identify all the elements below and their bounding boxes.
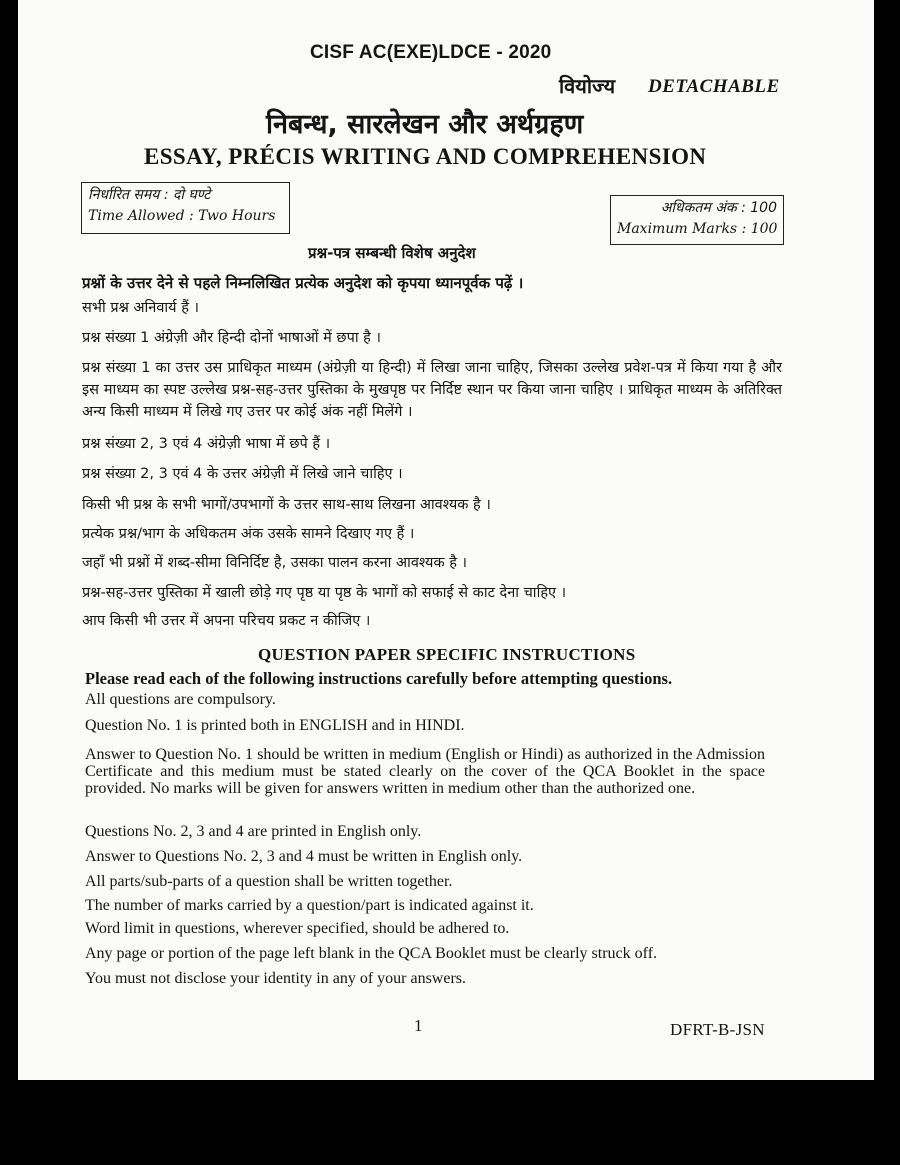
hindi-instruction-item: प्रश्न संख्या 2, 3 एवं 4 अंग्रेज़ी भाषा में छपे हैं । (82, 436, 331, 452)
english-instruction-item: Answer to Questions No. 2, 3 and 4 must be written in English only. (85, 848, 523, 865)
detachable-label: DETACHABLE (648, 76, 780, 97)
hindi-instruction-item: प्रश्न-सह-उत्तर पुस्तिका में खाली छोड़े गए पृष्ठ या पृष्ठ के भागों को सफाई से काट देना चाहिए । (82, 585, 567, 601)
exam-code: CISF AC(EXE)LDCE - 2020 (310, 42, 552, 63)
english-instruction-item: Word limit in questions, wherever specified, should be adhered to. (85, 920, 510, 937)
maximum-marks-box (610, 195, 784, 245)
time-allowed-english: Time Allowed : Two Hours (88, 208, 276, 224)
hindi-instruction-item: प्रत्येक प्रश्न/भाग के अधिकतम अंक उसके सामने दिखाए गए हैं । (82, 526, 415, 542)
maximum-marks-hindi: अधिकतम अंक : 100 (660, 200, 777, 216)
english-instruction-item: Any page or portion of the page left blank in the QCA Booklet must be clearly struck off. (85, 945, 658, 962)
time-allowed-box (81, 182, 290, 234)
english-instructions-lead: Please read each of the following instructions carefully before attempting questions. (85, 669, 673, 688)
english-instruction-item: Questions No. 2, 3 and 4 are printed in English only. (85, 823, 422, 840)
hindi-instruction-item: किसी भी प्रश्न के सभी भागों/उपभागों के उत्तर साथ-साथ लिखना आवश्यक है । (82, 497, 491, 513)
english-instruction-paragraph: Answer to Question No. 1 should be written in medium (English or Hindi) as authorized in the Admission Certificate and this medium must be stated clearly on the cover of the QCA Booklet in the space provided. No marks will be given for answers written in medium other than the authorized one. (85, 746, 765, 797)
hindi-instruction-item: प्रश्न संख्या 2, 3 एवं 4 के उत्तर अंग्रेज़ी में लिखे जाने चाहिए । (82, 466, 403, 482)
hindi-instruction-item: सभी प्रश्न अनिवार्य हैं । (82, 300, 199, 316)
page-number: 1 (414, 1016, 423, 1035)
english-instruction-item: All parts/sub-parts of a question shall be written together. (85, 873, 453, 890)
maximum-marks-english: Maximum Marks : 100 (617, 221, 778, 237)
hindi-instructions-heading: प्रश्न-पत्र सम्बन्धी विशेष अनुदेश (308, 244, 476, 262)
time-allowed-hindi: निर्धारित समय : दो घण्टे (88, 187, 211, 203)
english-instruction-item: All questions are compulsory. (85, 691, 276, 708)
paper-title-hindi: निबन्ध, सारलेखन और अर्थग्रहण (266, 109, 584, 140)
hindi-instruction-item: जहाँ भी प्रश्नों में शब्द-सीमा विनिर्दिष्ट है, उसका पालन करना आवश्यक है । (82, 555, 468, 571)
english-instructions-heading: QUESTION PAPER SPECIFIC INSTRUCTIONS (258, 645, 636, 664)
hindi-instruction-item: प्रश्न संख्या 1 अंग्रेज़ी और हिन्दी दोनों भाषाओं में छपा है । (82, 330, 381, 346)
english-instruction-item: The number of marks carried by a question/part is indicated against it. (85, 897, 534, 914)
exam-page (18, 0, 874, 1080)
hindi-instructions-lead: प्रश्नों के उत्तर देने से पहले निम्नलिखित प्रत्येक अनुदेश को कृपया ध्यानपूर्वक पढ़ें । (82, 274, 524, 292)
english-instruction-item: Question No. 1 is printed both in ENGLISH and in HINDI. (85, 717, 465, 734)
hindi-instruction-item: आप किसी भी उत्तर में अपना परिचय प्रकट न कीजिए । (82, 613, 371, 629)
detachable-label-hindi: वियोज्य (559, 74, 616, 98)
document-code: DFRT-B-JSN (670, 1020, 765, 1039)
english-instruction-item: You must not disclose your identity in any of your answers. (85, 970, 467, 987)
paper-title: ESSAY, PRÉCIS WRITING AND COMPREHENSION (144, 144, 707, 169)
hindi-instruction-paragraph: प्रश्न संख्या 1 का उत्तर उस प्राधिकृत माध्यम (अंग्रेज़ी या हिन्दी) में लिखा जाना चाहिए, जिसका उल्लेख प्रवेश-पत्र में किया गया है और इस माध्यम का स्पष्ट उल्लेख प्रश्न-सह-उत्तर पुस्तिका के मुखपृष्ठ पर निर्दिष्ट स्थान पर किया जाना चाहिए । प्राधिकृत माध्यम के अतिरिक्त अन्य किसी माध्यम में लिखे गए उत्तर पर कोई अंक नहीं मिलेंगे । (82, 360, 782, 420)
